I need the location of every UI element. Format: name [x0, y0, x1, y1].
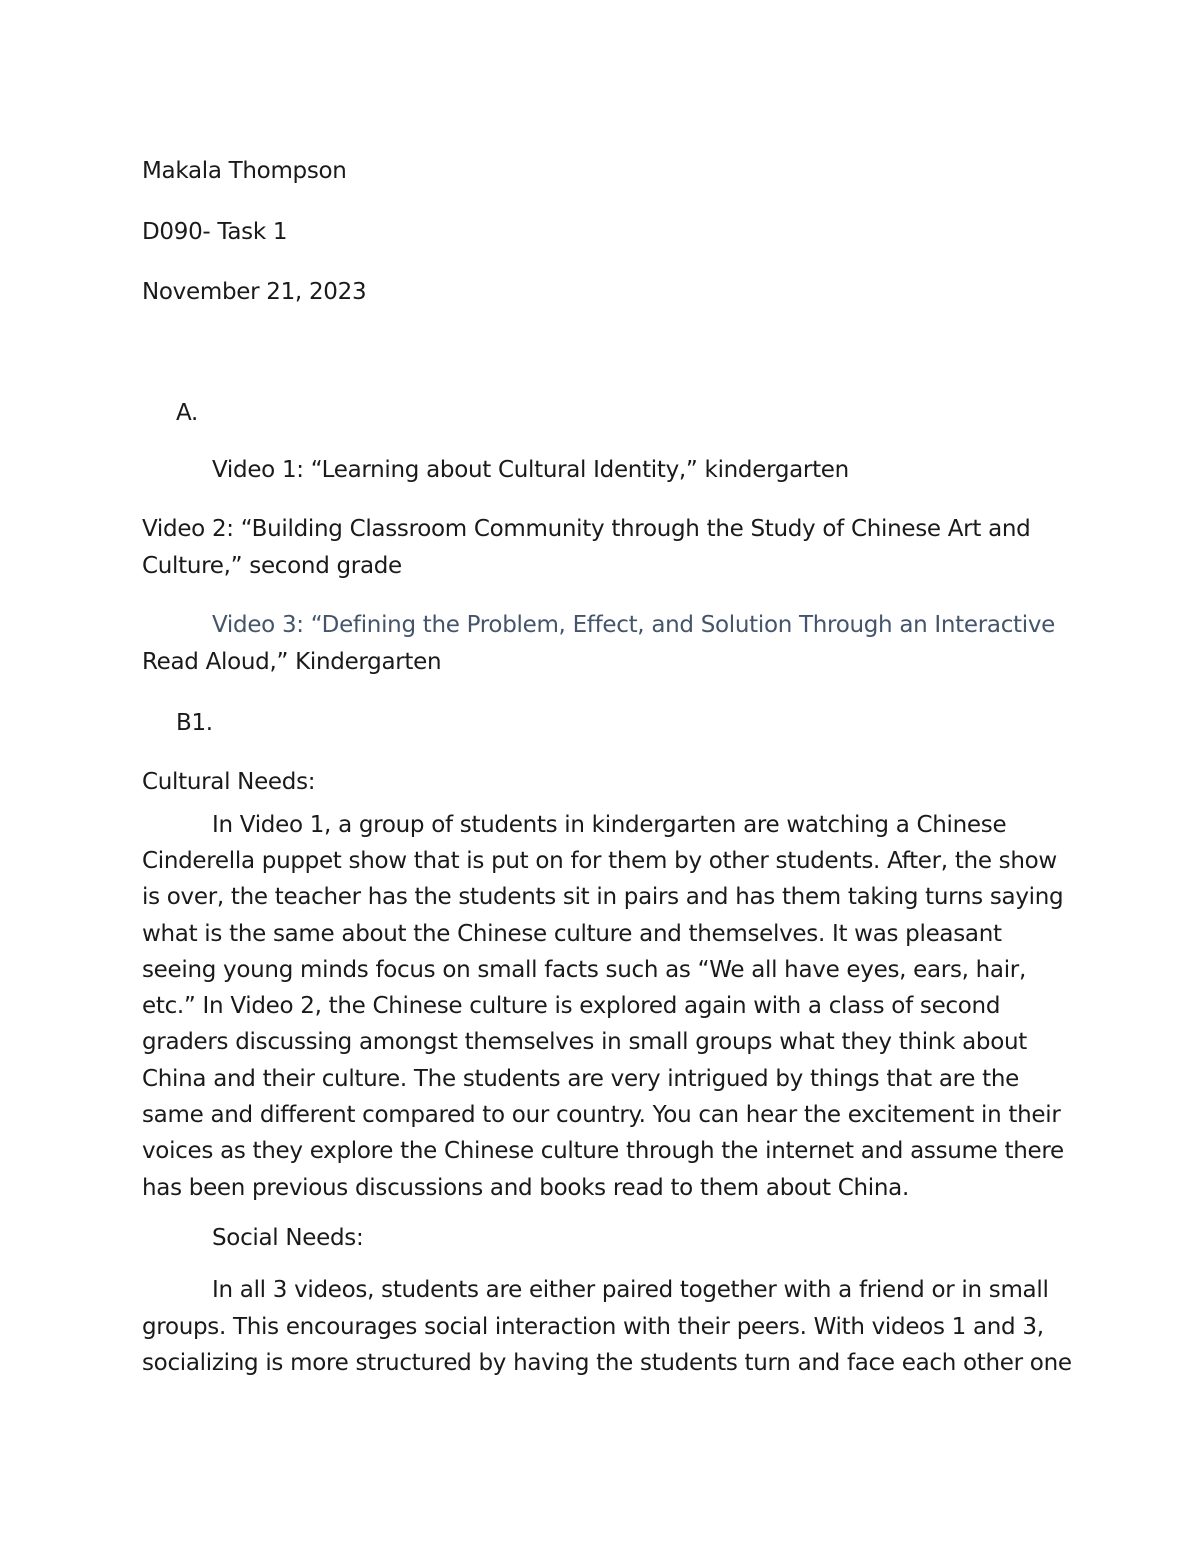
cultural-paragraph-line: China and their culture. The students are very intrigued by things that are the: [142, 1066, 1019, 1092]
cultural-paragraph-line: graders discussing amongst themselves in small groups what they think about: [142, 1029, 1027, 1055]
video-1-entry: Video 1: “Learning about Cultural Identity,” kindergarten: [212, 457, 849, 483]
cultural-paragraph-line: etc.” In Video 2, the Chinese culture is explored again with a class of second: [142, 993, 1001, 1019]
video-2-entry-line-2: Culture,” second grade: [142, 553, 402, 579]
cultural-paragraph-line: what is the same about the Chinese culture and themselves. It was pleasant: [142, 921, 1002, 947]
cultural-needs-heading: Cultural Needs:: [142, 769, 316, 795]
author-name: Makala Thompson: [142, 158, 347, 184]
section-b1-label: B1.: [176, 710, 213, 736]
social-paragraph-line: In all 3 videos, students are either paired together with a friend or in small: [212, 1277, 1049, 1303]
section-a-label: A.: [176, 400, 199, 426]
social-needs-heading: Social Needs:: [212, 1225, 364, 1251]
video-3-entry-line-1: Video 3: “Defining the Problem, Effect, and Solution Through an Interactive: [212, 612, 1056, 638]
cultural-paragraph-line: is over, the teacher has the students sit in pairs and has them taking turns saying: [142, 884, 1064, 910]
cultural-paragraph-line: seeing young minds focus on small facts such as “We all have eyes, ears, hair,: [142, 957, 1026, 983]
document-date: November 21, 2023: [142, 279, 367, 305]
cultural-paragraph-line: voices as they explore the Chinese culture through the internet and assume there: [142, 1138, 1064, 1164]
cultural-paragraph-line: In Video 1, a group of students in kindergarten are watching a Chinese: [212, 812, 1007, 838]
video-2-entry-line-1: Video 2: “Building Classroom Community through the Study of Chinese Art and: [142, 516, 1031, 542]
social-paragraph-line: groups. This encourages social interaction with their peers. With videos 1 and 3,: [142, 1314, 1044, 1340]
cultural-paragraph-line: same and different compared to our country. You can hear the excitement in their: [142, 1102, 1061, 1128]
social-paragraph-line: socializing is more structured by having the students turn and face each other one: [142, 1350, 1072, 1376]
cultural-paragraph-line: has been previous discussions and books read to them about China.: [142, 1175, 909, 1201]
cultural-paragraph-line: Cinderella puppet show that is put on for them by other students. After, the show: [142, 848, 1057, 874]
task-title: D090- Task 1: [142, 219, 288, 245]
video-3-entry-line-2: Read Aloud,” Kindergarten: [142, 649, 442, 675]
